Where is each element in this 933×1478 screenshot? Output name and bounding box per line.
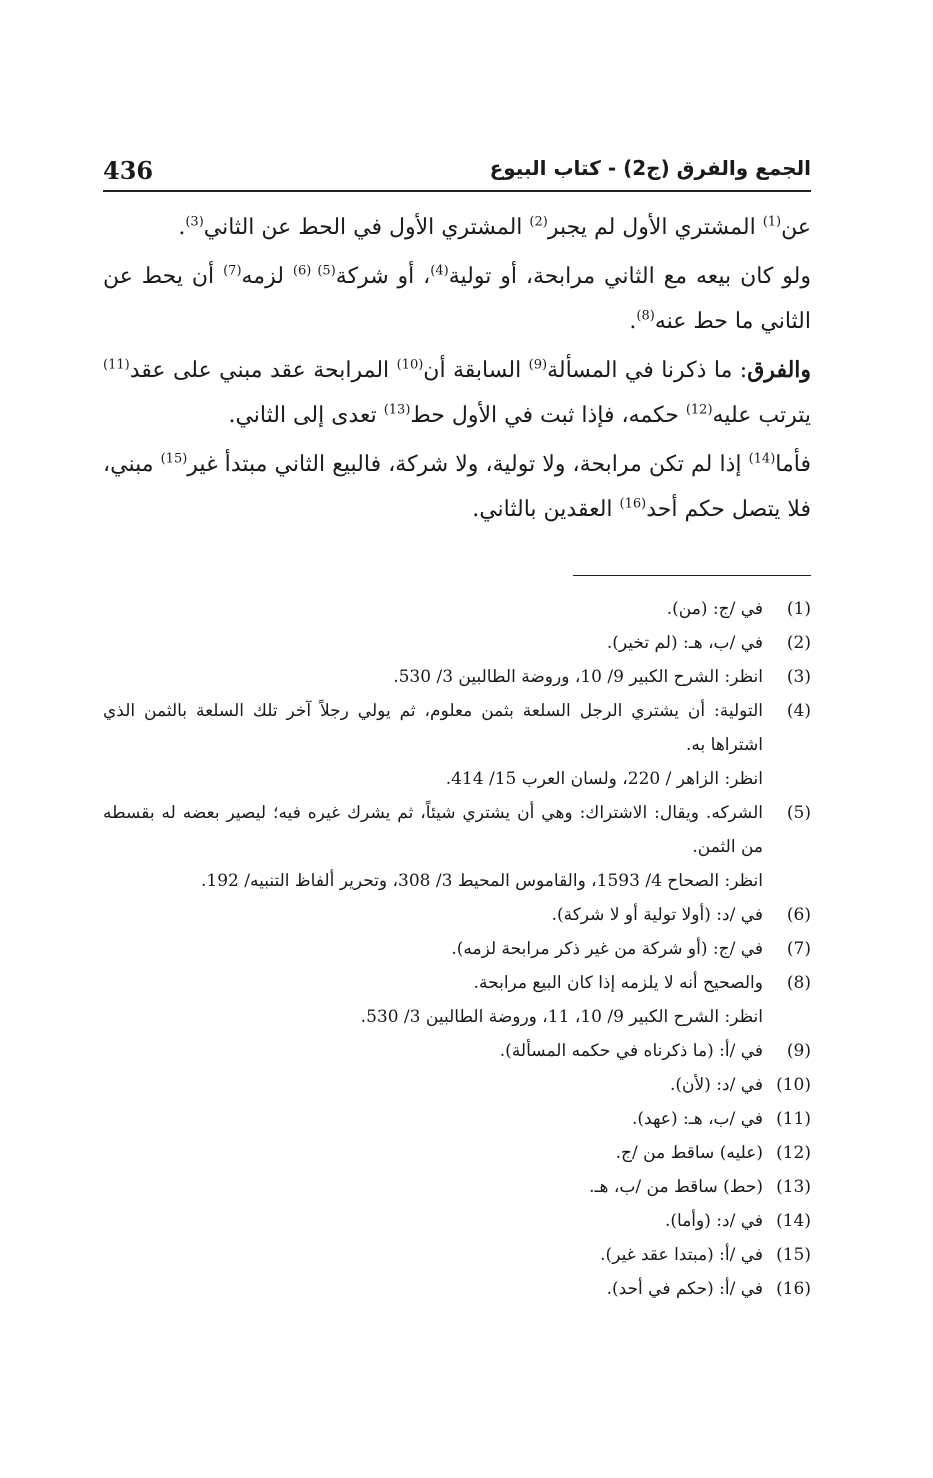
footnote-number: (1) (786, 599, 811, 619)
footnote-number: (10) (776, 1075, 811, 1095)
footnote-text: في /ج: (أو شركة من غير ذكر مرابحة لزمه). (451, 939, 763, 959)
footnote-source: انظر: الزاهر / 220، ولسان العرب 15/ 414. (445, 769, 763, 789)
footnote-ref: (9) (528, 357, 548, 373)
section-lead: والفرق (747, 357, 812, 383)
footnote-14 (103, 1204, 811, 1238)
header-rule (103, 190, 811, 192)
footnote-10 (103, 1068, 811, 1102)
footnote-text: التولية: أن يشتري الرجل السلعة بثمن معلوم، ثم يولي رجلاً آخر تلك السلعة بالثمن الذي اشتراها به. (103, 701, 763, 755)
footnote-text: في /ج: (من). (666, 599, 763, 619)
footnote-11 (103, 1102, 811, 1136)
footnote-2 (103, 626, 811, 660)
running-title: الجمع والفرق (ج2) - كتاب البيوع (489, 156, 811, 180)
footnote-number: (11) (776, 1109, 811, 1129)
footnote-ref: (16) (619, 496, 647, 512)
footnote-number: (3) (786, 667, 811, 687)
footnote-text: في /د: (أولا تولية أو لا شركة). (551, 905, 763, 925)
footnote-number: (9) (786, 1041, 811, 1061)
footnote-9 (103, 1034, 811, 1068)
footnote-text: (عليه) ساقط من /ج. (615, 1143, 763, 1163)
footnote-ref: (5) (6) (292, 263, 336, 279)
footnote-ref: (10) (396, 357, 424, 373)
footnote-text: في /أ: (حكم في أحد). (606, 1279, 763, 1299)
footnote-number: (4) (786, 701, 811, 721)
footnote-7 (103, 932, 811, 966)
footnote-separator (573, 575, 811, 576)
footnote-text: في /د: (وأما). (664, 1211, 763, 1231)
footnote-text: في /ب، هـ: (عهد). (632, 1109, 763, 1129)
footnote-number: (15) (776, 1245, 811, 1265)
footnote-text: في /ب، هـ: (لم تخير). (606, 633, 763, 653)
footnote-ref: (14) (748, 451, 776, 467)
footnote-ref: (2) (529, 214, 548, 230)
footnote-number: (2) (786, 633, 811, 653)
footnote-13 (103, 1170, 811, 1204)
running-header (103, 156, 811, 186)
footnote-number: (6) (786, 905, 811, 925)
footnote-text: الشركه. ويقال: الاشتراك: وهي أن يشتري شيئاً، ثم يشرك غيره فيه؛ ليصير بعضه له بقسطه من الثمن. (103, 803, 763, 857)
footnote-12 (103, 1136, 811, 1170)
footnote-15 (103, 1238, 811, 1272)
footnote-16 (103, 1272, 811, 1306)
footnote-text: انظر: الشرح الكبير 9/ 10، وروضة الطالبين 3/ 530. (393, 667, 763, 687)
footnote-5 (103, 796, 811, 898)
footnote-source: انظر: الشرح الكبير 9/ 10، 11، وروضة الطالبين 3/ 530. (360, 1007, 763, 1027)
footnote-text: (حط) ساقط من /ب، هـ. (589, 1177, 763, 1197)
footnote-ref: (11) (103, 357, 130, 373)
footnote-text: في /د: (لأن). (670, 1075, 763, 1095)
footnote-6 (103, 898, 811, 932)
footnote-number: (7) (786, 939, 811, 959)
paragraph-3: والفرق: ما ذكرنا في المسألة$^{(9)}$ السابقة أن$^{(10)}$ المرابحة عقد مبني على عقد$^{(11)}$ يترتب عليه$^{(12)}$ حكمه، فإذا ثبت في الأول حط$^{(13)}$ تعدى إلى الثاني. (103, 357, 812, 428)
footnote-text: في /أ: (ما ذكرناه في حكمه المسألة). (499, 1041, 763, 1061)
footnote-ref: (3) (185, 214, 204, 230)
footnote-number: (5) (786, 803, 811, 823)
footnote-ref: (1) (762, 214, 782, 230)
footnote-ref: (12) (685, 402, 713, 418)
footnote-number: (12) (776, 1143, 811, 1163)
footnote-3 (103, 660, 811, 694)
footnote-number: (8) (786, 973, 811, 993)
paragraph-4: فأما$^{(14)}$ إذا لم تكن مرابحة، ولا تولية، ولا شركة، فالبيع الثاني مبتدأ غير$^{(15)}$ مبني، فلا يتصل حكم أحد$^{(16)}$ العقدين بالثاني. (103, 451, 811, 522)
footnote-8 (103, 966, 811, 1034)
footnote-4 (103, 694, 811, 796)
footnotes (103, 592, 811, 1306)
paragraph-2: ولو كان بيعه مع الثاني مرابحة، أو تولية$^{(4)}$، أو شركة$^{(5) (6)}$ لزمه$^{(7)}$ أن يحط عن الثاني ما حط عنه$^{(8)}$. (103, 263, 811, 334)
footnote-text: والصحيح أنه لا يلزمه إذا كان البيع مرابحة. (473, 973, 763, 993)
paragraph-1: عن$^{(1)}$ المشتري الأول لم يجبر$^{(2)}$ المشتري الأول في الحط عن الثاني$^{(3)}$. (178, 214, 811, 240)
main-text (103, 205, 811, 536)
footnote-ref: (4) (430, 263, 449, 279)
footnote-ref: (8) (636, 308, 655, 324)
footnote-ref: (7) (223, 263, 242, 279)
footnote-ref: (13) (383, 402, 411, 418)
footnote-source: انظر: الصحاح 4/ 1593، والقاموس المحيط 3/ 308، وتحرير ألفاظ التنبيه/ 192. (201, 871, 763, 891)
footnote-number: (13) (776, 1177, 811, 1197)
footnote-ref: (15) (160, 451, 188, 467)
footnote-1 (103, 592, 811, 626)
footnote-number: (16) (776, 1279, 811, 1299)
footnote-number: (14) (776, 1211, 811, 1231)
page-number: 436 (103, 156, 154, 185)
footnote-text: في /أ: (مبتدا عقد غير). (600, 1245, 763, 1265)
